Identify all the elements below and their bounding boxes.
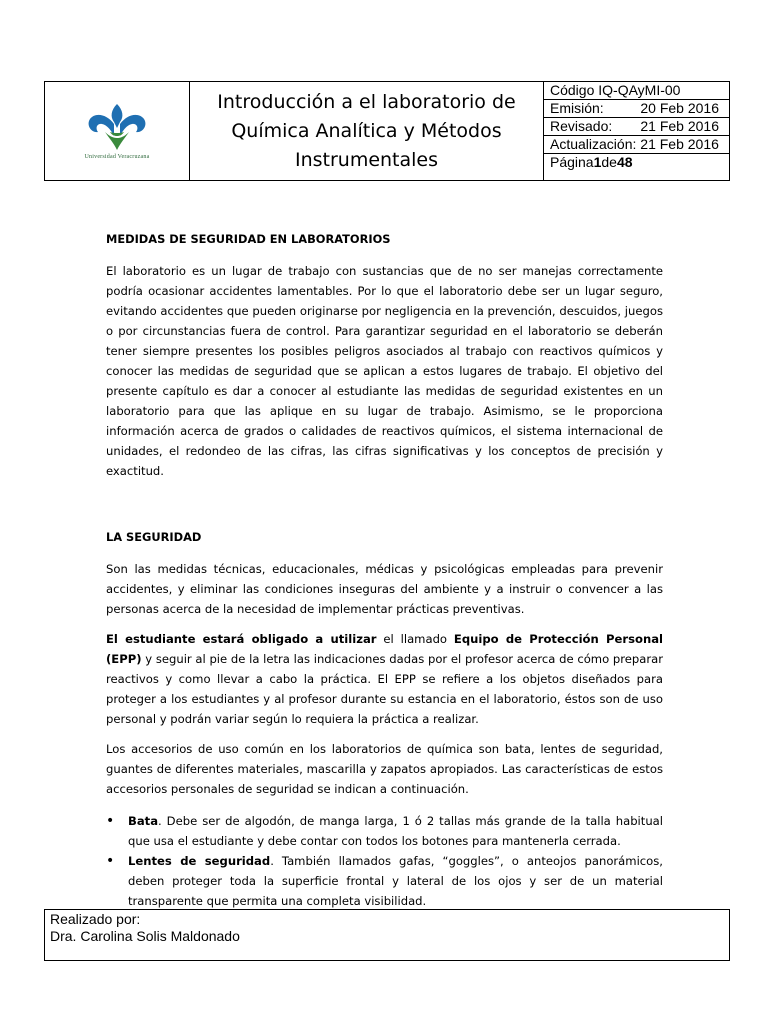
list-item xyxy=(106,851,663,911)
paragraph-accesorios: Los accesorios de uso común en los laboratorios de química son bata, lentes de seguridad, guantes de diferentes materiales, mascarilla y zapatos apropiados. Las características de estos accesorios personales de seguridad se indican a continuación. xyxy=(106,742,663,796)
document-code: Código IQ-QAyMI-00 xyxy=(550,82,681,98)
page-prefix: Página xyxy=(550,154,594,170)
page-row xyxy=(544,154,729,180)
emision-value: 20 Feb 2016 xyxy=(640,100,719,116)
emision-label: Emisión: xyxy=(550,100,604,116)
page-total: 48 xyxy=(616,154,633,170)
document-footer xyxy=(44,909,730,961)
epp-text-2: y seguir al pie de la letra las indicaciones dadas por el profesor acerca de cómo preparar reactivos y como llevar a cabo la práctica. El EPP se refiere a los objetos diseñados para proteger a los estudiantes y al profesor durante su estancia en el laboratorio, éstos son de uso personal y podrán variar según lo requiera la práctica a realizar. xyxy=(106,652,663,726)
bullet-term: Lentes de seguridad xyxy=(128,854,271,868)
document-metadata xyxy=(544,82,729,180)
bullet-text: . Debe ser de algodón, de manga larga, 1 ó 2 tallas más grande de la talla habitual que usa el estudiante y debe contar con todos los botones para mantenerla cerrada. xyxy=(128,814,663,848)
university-logo-icon xyxy=(83,102,151,152)
paragraph-seguridad-definition: Son las medidas técnicas, educacionales, médicas y psicológicas empleadas para prevenir accidentes, y eliminar las condiciones inseguras del ambiente y a instruir o convencer a las personas acerca de la necesidad de implementar prácticas preventivas. xyxy=(106,562,663,616)
accessories-list xyxy=(106,811,663,911)
epp-text-1: el llamado xyxy=(376,632,454,646)
section-heading-seguridad: LA SEGURIDAD xyxy=(106,530,202,544)
actualizacion-row xyxy=(544,136,729,154)
document-body xyxy=(106,229,663,911)
page-current: 1 xyxy=(593,154,602,170)
page-mid: de xyxy=(601,154,617,170)
document-header xyxy=(44,81,730,181)
logo-cell xyxy=(45,82,190,180)
bullet-text: . También llamados gafas, “goggles”, o anteojos panorámicos, deben proteger toda la superficie frontal y lateral de los ojos y ser de un material transparente que permita una completa visibilidad. xyxy=(128,854,663,908)
revisado-value: 21 Feb 2016 xyxy=(640,118,719,134)
actualizacion-label: Actualización: xyxy=(550,136,637,152)
section-heading-medidas: MEDIDAS DE SEGURIDAD EN LABORATORIOS xyxy=(106,232,391,246)
list-item xyxy=(106,811,663,851)
revisado-label: Revisado: xyxy=(550,118,613,134)
document-title: Introducción a el laboratorio de Química Analítica y Métodos Instrumentales xyxy=(190,82,544,180)
revisado-row xyxy=(544,118,729,136)
footer-label: Realizado por: xyxy=(50,911,141,927)
bullet-term: Bata xyxy=(128,814,159,828)
logo-text: Universidad Veracruzana xyxy=(84,154,150,160)
epp-bold-term: Equipo de Protección Personal (EPP) xyxy=(106,632,664,666)
actualizacion-value: 21 Feb 2016 xyxy=(640,136,719,152)
code-row xyxy=(544,82,729,100)
footer-author: Dra. Carolina Solis Maldonado xyxy=(50,928,240,944)
section-paragraph-medidas: El laboratorio es un lugar de trabajo con sustancias que de no ser manejas correctamente podría ocasionar accidentes lamentables. Por lo que el laboratorio debe ser un lugar seguro, evitando accidentes que pueden originarse por negligencia en la prevención, descuidos, juegos o por circunstancias fuera de control. Para garantizar seguridad en el laboratorio se deberán tener siempre presentes los posibles peligros asociados al trabajo con reactivos químicos y conocer las medidas de seguridad que se aplican a estos lugares de trabajo. El objetivo del presente capítulo es dar a conocer al estudiante las medidas de seguridad existentes en un laboratorio para que las aplique en su lugar de trabajo. Asimismo, se le proporciona información acerca de grados o calidades de reactivos químicos, el sistema internacional de unidades, el redondeo de las cifras, las cifras significativas y los conceptos de precisión y exactitud. xyxy=(106,264,663,478)
paragraph-epp xyxy=(106,629,663,729)
emision-row xyxy=(544,100,729,118)
epp-bold-obligation: El estudiante estará obligado a utilizar xyxy=(106,632,377,646)
